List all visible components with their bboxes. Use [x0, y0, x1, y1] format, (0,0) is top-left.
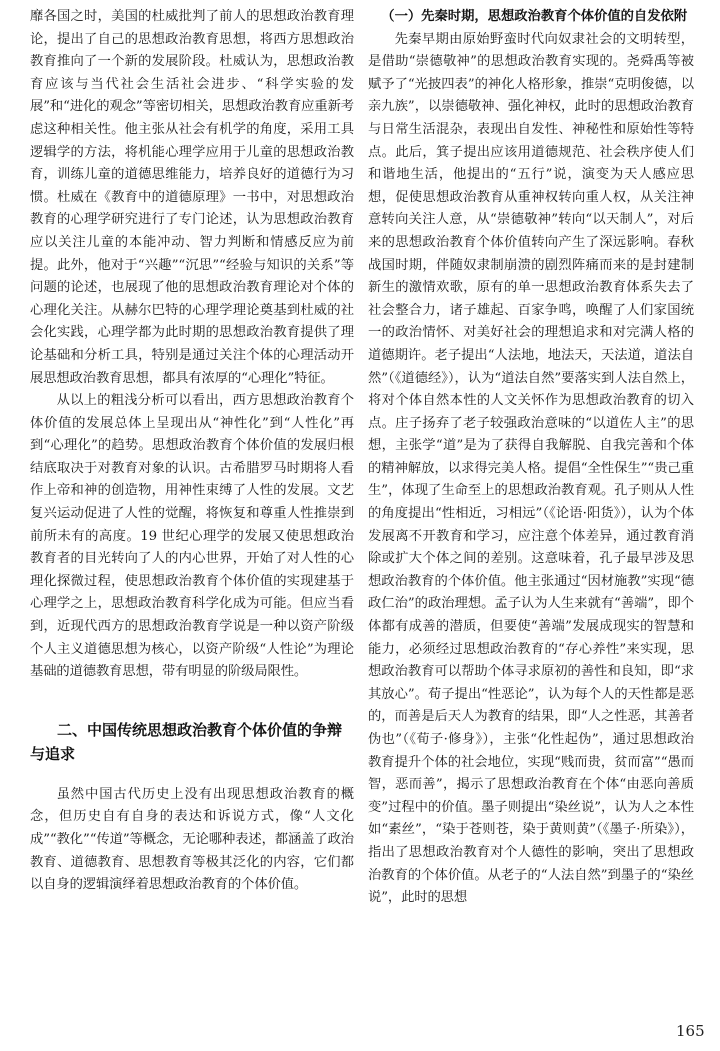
right-paragraph-1: 先秦早期由原始野蛮时代向奴隶社会的文明转型，是借助“崇德敬神”的思想政治教育实现的。尧舜禹等被赋予了“光披四表”的神化人格形象，推崇“克明俊德，以亲九族”，以崇德敬神、强化神权，此时的思想政治教育与日常生活混杂，表现出自发性、神秘性和原始性等特点。此后，箕子提出应该用道德规范、社会秩序使人们和谐地生活，他提出的“五行”说，演变为天人感应思想，促使思想政治教育从重神权转向重人权，从关注神意转向关注人意，从“崇德敬神”转向“以天制人”，对后来的思想政治教育个体价值转向产生了深远影响。春秋战国时期，伴随奴隶制崩溃的剧烈阵痛而来的是封建制新生的激情欢歌，原有的单一思想政治教育体系失去了社会整合力，诸子雄起、百家争鸣，唤醒了人们家国统一的政治情怀、对美好社会的理想追求和对完满人格的道德期许。老子提出“人法地，地法天，天法道，道法自然”（《道德经》），认为“道法自然”要落实到人法自然上，将对个体自然本性的人文关怀作为思想政治教育的切入点。庄子扬弃了老子较强政治意味的“以道佐人主”的思想，主张学“道”是为了获得自我解脱、自我完善和个体的精神解放，以求得完美人格。提倡“全性保生”“贵己重生”，体现了生命至上的思想政治教育观。孔子则从人性的角度提出“性相近，习相远”（《论语·阳货》），认为个体发展离不开教育和学习，应注意个体差异，通过教育消除或扩大个体之间的差别。这意味着，孔子最早涉及思想政治教育的个体价值。他主张通过“因材施教”实现“德政仁治”的政治理想。孟子认为人生来就有“善端”，即个体都有成善的潜质，但要使“善端”发展成现实的智慧和能力，必须经过思想政治教育的“存心养性”来实现，思想政治教育可以帮助个体寻求原初的善性和良知，即“求其放心”。荀子提出“性恶论”，认为每个人的天性都是恶的，而善是后天人为教育的结果，即“人之性恶，其善者伪也”（《荀子·修身》），主张“化性起伪”，通过思想政治教育提升个体的社会地位，实现“贱而贵，贫而富”“愚而智，恶而善”，揭示了思想政治教育在个体“由恶向善质变”过程中的价值。墨子则提出“染丝说”，认为人之本性如“素丝”，“染于苍则苍，染于黄则黄”（《墨子·所染》），指出了思想政治教育对个人德性的影响，突出了思想政治教育的个体价值。从老子的“人法自然”到墨子的“染丝说”，此时的思想	[368, 31, 694, 906]
left-column	[30, 6, 354, 897]
heading-spacer	[30, 766, 354, 784]
subsection-heading: （一）先秦时期，思想政治教育个体价值的自发依附	[381, 9, 688, 24]
section-spacer	[30, 684, 354, 718]
left-paragraph-3: 虽然中国古代历史上没有出现思想政治教育的概念，但历史自有自身的表达和诉说方式，像“人文化成”“教化”“传道”等概念，无论哪种表述，都涵盖了政治教育、道德教育、思想教育等极其泛化的内容，它们都以自身的逻辑演绎着思想政治教育的个体价值。	[30, 786, 354, 893]
section-heading: 二、中国传统思想政治教育个体价值的争辩与追求	[30, 720, 343, 763]
left-paragraph-2: 从以上的粗浅分析可以看出，西方思想政治教育个体价值的发展总体上呈现出从“神性化”到“人性化”再到“心理化”的趋势。思想政治教育个体价值的发展归根结底取决于对教育对象的认识。古希腊罗马时期将人看作上帝和神的创造物，用神性束缚了人性的发展。文艺复兴运动促进了人性的觉醒，将恢复和尊重人性推崇到前所未有的高度。19 世纪心理学的发展又使思想政治教育者的目光转向了人的内心世界，开始了对人性的心理化探微过程，使思想政治教育个体价值的实现建基于心理学之上，思想政治教育科学化成为可能。但应当看到，近现代西方的思想政治教育学说是一种以资产阶级个人主义道德思想为核心，以资产阶级“人性论”为理论基础的道德教育思想，带有明显的阶级局限性。	[30, 393, 354, 680]
page-number: 165	[676, 1022, 705, 1040]
right-column	[368, 6, 694, 910]
left-paragraph-1: 靡各国之时，美国的杜威批判了前人的思想政治教育理论，提出了自己的思想政治教育思想，将西方思想政治教育推向了一个新的发展阶段。杜威认为，思想政治教育应该与当代社会生活社会进步、“科学实验的发展”和“进化的观念”等密切相关，思想政治教育应重新考虑这种相关性。他主张从社会有机学的角度，采用工具逻辑学的方法，将机能心理学应用于儿童的思想政治教育，训练儿童的道德思维能力，培养良好的道德行为习惯。杜威在《教育中的道德原理》一书中，对思想政治教育的心理学研究进行了专门论述，认为思想政治教育应以关注儿童的本能冲动、智力判断和情感反应为前提。此外，他对于“兴趣”“沉思”“经验与知识的关系”等问题的论述，也展现了他的思想政治教育理论对个体的心理化关注。从赫尔巴特的心理学理论奠基到杜威的社会化实践，心理学都为此时期的思想政治教育提供了理论基础和分析工具，特别是通过关注个体的心理活动开展思想政治教育思想，都具有浓厚的“心理化”特征。	[30, 9, 354, 386]
